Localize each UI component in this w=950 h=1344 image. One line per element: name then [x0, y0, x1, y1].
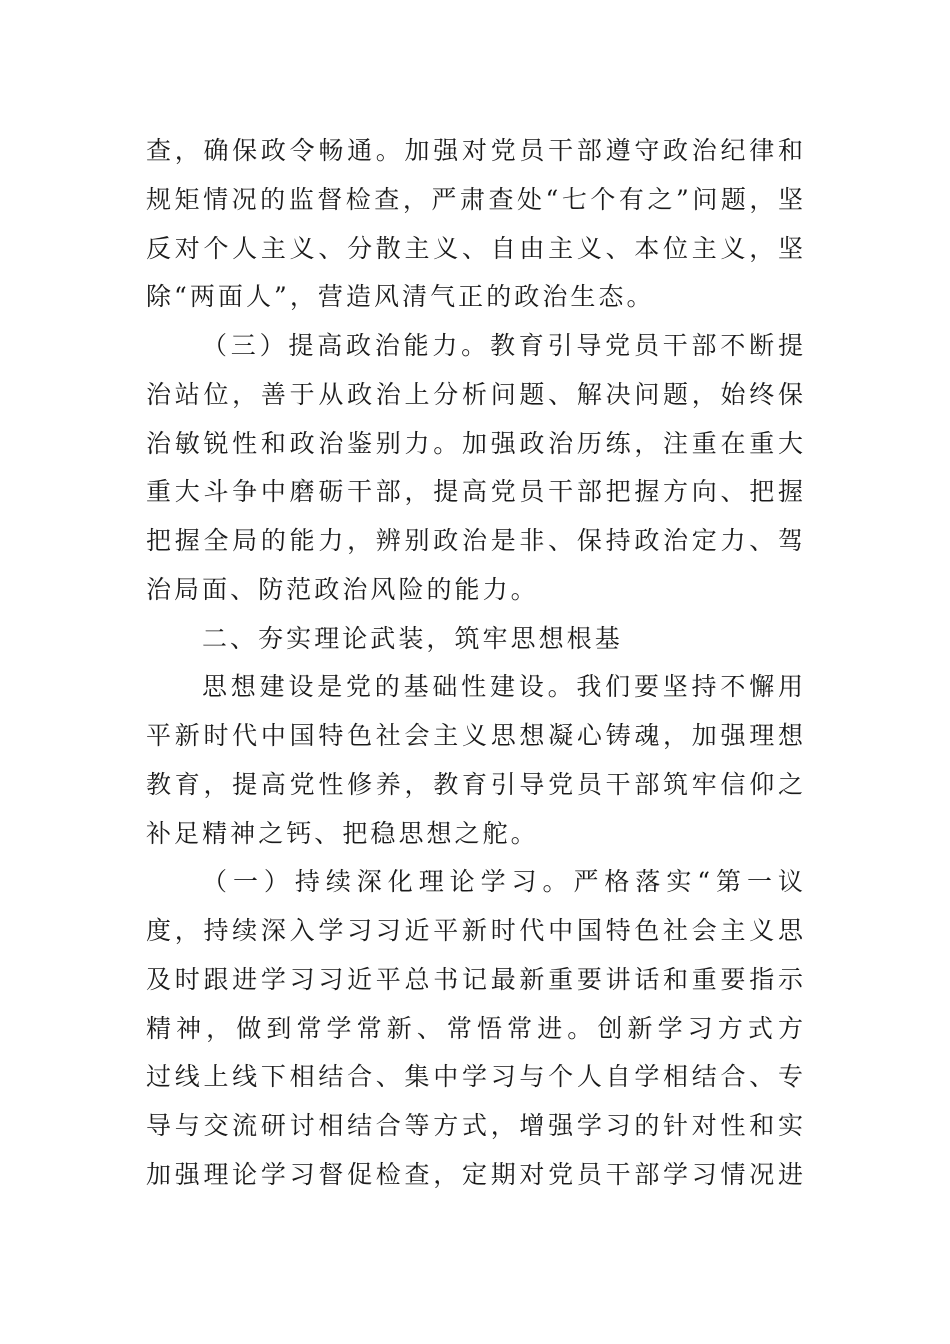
paragraph-line: 度，持续深入学习习近平新时代中国特色社会主义思 [146, 916, 806, 945]
paragraph-line: 除“两面人”，营造风清气正的政治生态。 [146, 282, 655, 312]
section-heading-line: （一）持续深化理论学习。严格落实“第一议 [202, 867, 806, 897]
section-heading-line: （三）提高政治能力。教育引导党员干部不断提 [202, 331, 806, 360]
chapter-heading: 二、夯实理论武装，筑牢思想根基 [202, 623, 623, 653]
paragraph-line: 规矩情况的监督检查，严肃查处“七个有之”问题，坚 [146, 184, 806, 214]
paragraph-line: 精神，做到常学常新、常悟常进。创新学习方式方 [146, 1013, 806, 1043]
document-body [146, 127, 806, 1200]
paragraph-line: 导与交流研讨相结合等方式，增强学习的针对性和实 [146, 1111, 806, 1140]
paragraph-line: 把握全局的能力，辨别政治是非、保持政治定力、驾 [146, 526, 806, 555]
paragraph-line: 反对个人主义、分散主义、自由主义、本位主义，坚 [146, 233, 806, 263]
paragraph-line: 治局面、防范政治风险的能力。 [146, 574, 539, 604]
paragraph-line: 教育，提高党性修养，教育引导党员干部筑牢信仰之 [146, 769, 806, 799]
paragraph-line: 思想建设是党的基础性建设。我们要坚持不懈用 [202, 672, 806, 702]
paragraph-line: 查，确保政令畅通。加强对党员干部遵守政治纪律和 [146, 136, 806, 165]
paragraph-line: 平新时代中国特色社会主义思想凝心铸魂，加强理想 [146, 721, 806, 750]
paragraph-line: 及时跟进学习习近平总书记最新重要讲话和重要指示 [146, 964, 806, 994]
paragraph-line: 加强理论学习督促检查，定期对党员干部学习情况进 [146, 1159, 806, 1189]
paragraph-line: 治敏锐性和政治鉴别力。加强政治历练，注重在重大 [146, 428, 806, 458]
paragraph-line: 补足精神之钙、把稳思想之舵。 [146, 818, 539, 848]
paragraph-line: 过线上线下相结合、集中学习与个人自学相结合、专 [146, 1062, 806, 1092]
paragraph-line: 重大斗争中磨砺干部，提高党员干部把握方向、把握 [146, 477, 806, 507]
paragraph-line: 治站位，善于从政治上分析问题、解决问题，始终保 [146, 379, 806, 409]
